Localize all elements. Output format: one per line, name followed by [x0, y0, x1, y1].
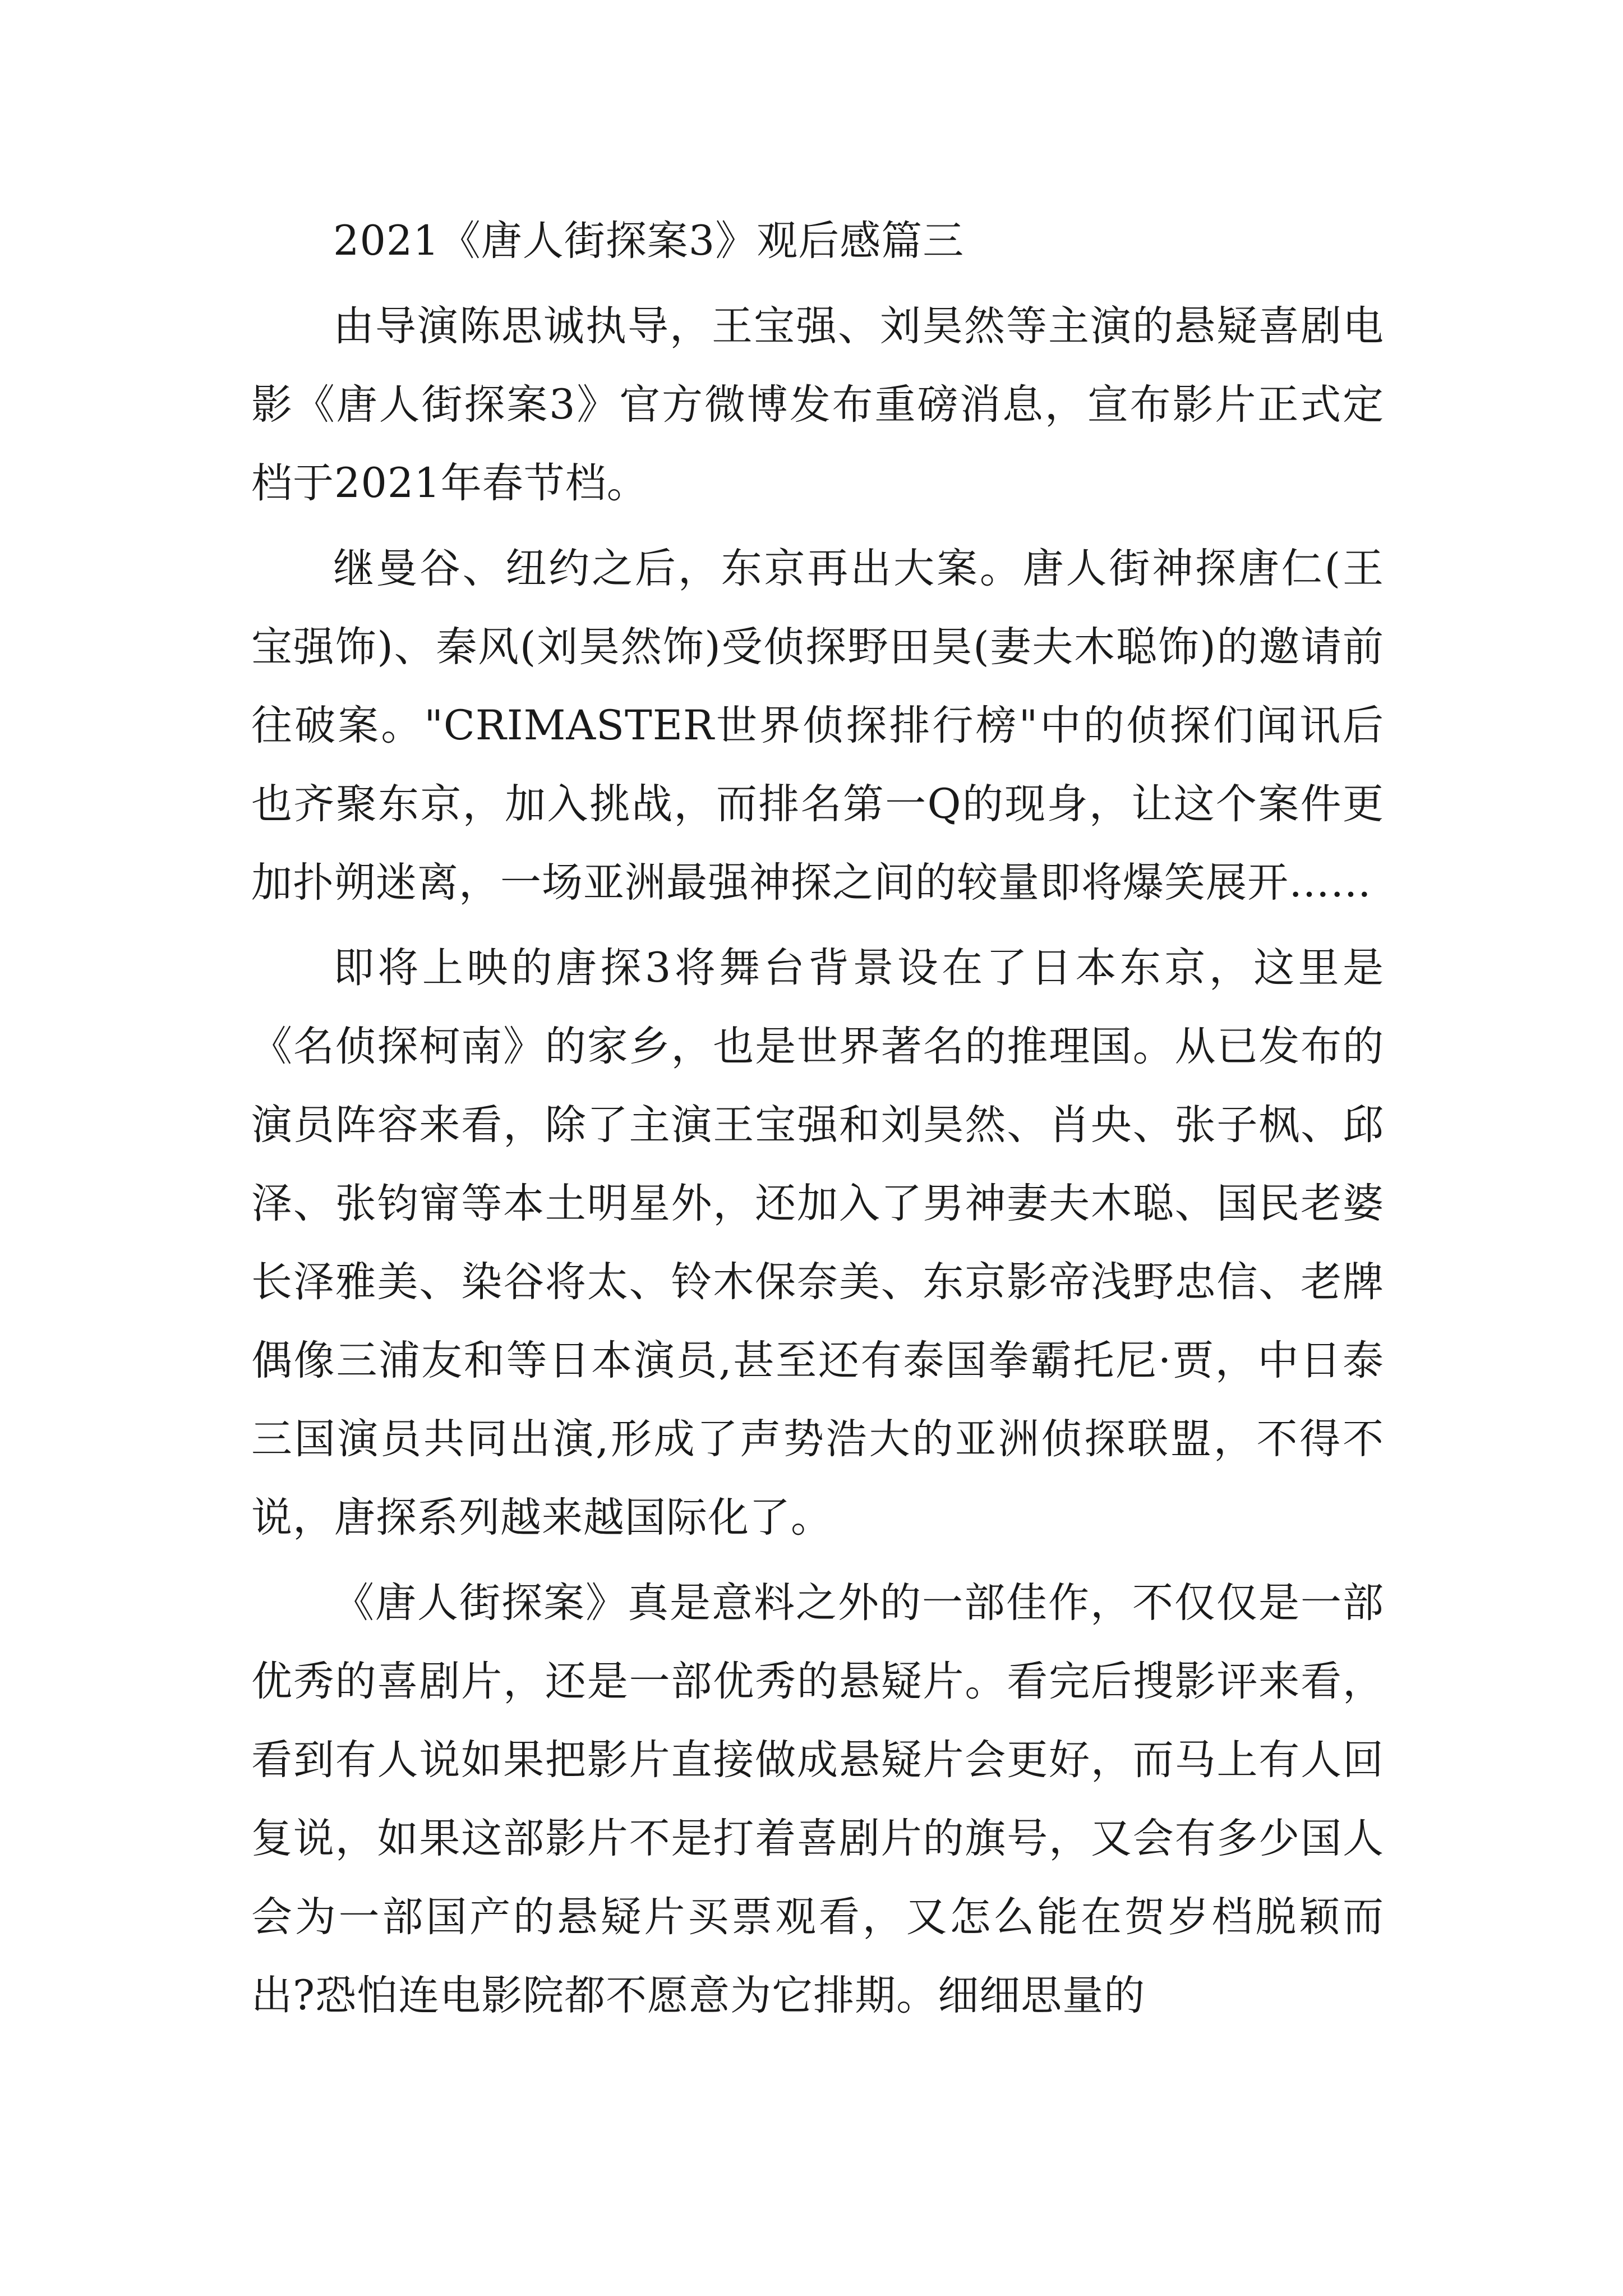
paragraph-4: 《唐人街探案》真是意料之外的一部佳作，不仅仅是一部优秀的喜剧片，还是一部优秀的悬疑片。看完后搜影评来看，看到有人说如果把影片直接做成悬疑片会更好，而马上有人回复说，如果这部影片不是打着喜剧片的旗号，又会有多少国人会为一部国产的悬疑片买票观看，又怎么能在贺岁档脱颖而出?恐怕连电影院都不愿意为它排期。细细思量的: [251, 1579, 1384, 2019]
paragraph-1: 由导演陈思诚执导，王宝强、刘昊然等主演的悬疑喜剧电影《唐人街探案3》官方微博发布重磅消息，宣布影片正式定档于2021年春节档。: [251, 302, 1384, 507]
paragraph-2: 继曼谷、纽约之后，东京再出大案。唐人街神探唐仁(王宝强饰)、秦风(刘昊然饰)受侦探野田昊(妻夫木聪饰)的邀请前往破案。"CRIMASTER世界侦探排行榜"中的侦探们闻讯后也齐聚东京，加入挑战，而排名第一Q的现身，让这个案件更加扑朔迷离，一场亚洲最强神探之间的较量即将爆笑展开……: [251, 545, 1384, 907]
paragraph-3: 即将上映的唐探3将舞台背景设在了日本东京，这里是《名侦探柯南》的家乡，也是世界著名的推理国。从已发布的演员阵容来看，除了主演王宝强和刘昊然、肖央、张子枫、邱泽、张钧甯等本土明星外，还加入了男神妻夫木聪、国民老婆长泽雅美、染谷将太、铃木保奈美、东京影帝浅野忠信、老牌偶像三浦友和等日本演员,甚至还有泰国拳霸托尼·贾，中日泰三国演员共同出演,形成了声势浩大的亚洲侦探联盟，不得不说，唐探系列越来越国际化了。: [251, 944, 1384, 1542]
document-title: 2021《唐人街探案3》观后感篇三: [333, 217, 965, 265]
document-body: [251, 202, 1384, 2042]
